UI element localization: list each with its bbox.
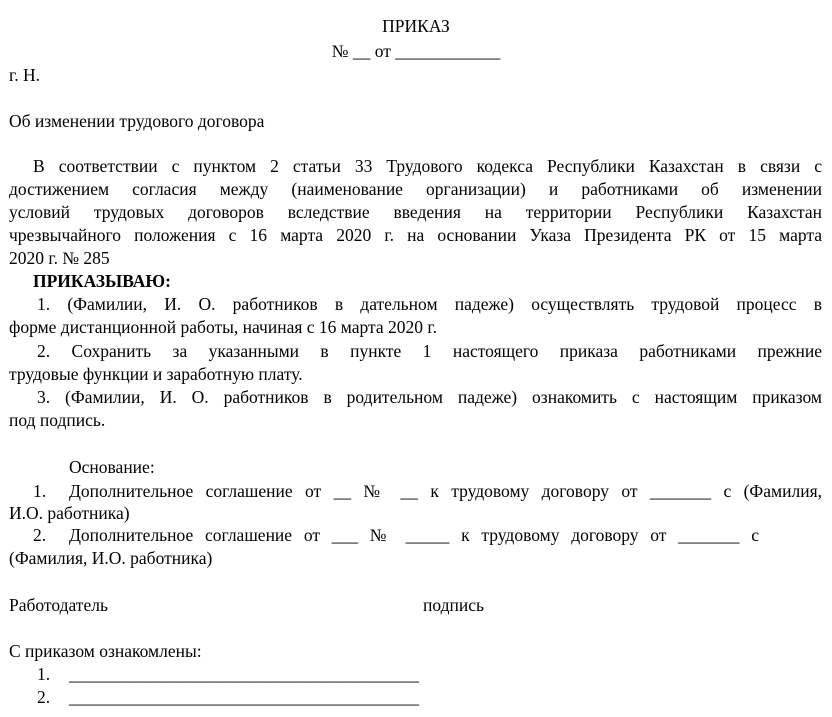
employer-label: Работодатель: [9, 595, 108, 615]
order-heading: ПРИКАЗЫВАЮ:: [33, 271, 171, 291]
order-item-rest-line: форме дистанционной работы, начиная с 16 марта 2020 г.: [9, 317, 437, 337]
basis-item-rest-line: (Фамилия, И.О. работника): [9, 548, 213, 568]
preamble-line: условий трудовых договоров вследствие введения на территории Республики Казахстан: [9, 202, 822, 222]
order-item-rest-line: трудовые функции и заработную плату.: [9, 364, 303, 384]
preamble-paragraph: [9, 155, 822, 270]
order-item: [9, 386, 822, 432]
order-item-first-line: 2. Сохранить за указанными в пункте 1 настоящего приказа работниками прежние: [37, 341, 822, 361]
basis-item-first-line: Дополнительное соглашение от ___ № _____ к трудовому договору от _______ с: [69, 525, 759, 545]
order-item-first-line: 1. (Фамилии, И. О. работников в дательном падеже) осуществлять трудовой процесс в: [37, 294, 822, 314]
acquainted-signature-blank: ________________________________________: [69, 664, 419, 684]
order-item-rest-line: под подпись.: [9, 410, 106, 430]
order-item-first-line: 3. (Фамилии, И. О. работников в родительном падеже) ознакомить с настоящим приказом: [37, 387, 822, 407]
basis-item-number: 2.: [33, 525, 47, 545]
order-item: [9, 293, 822, 339]
preamble-line: достижением согласия между (наименование организации) и работниками об изменении: [9, 179, 822, 199]
preamble-line: чрезвычайного положения с 16 марта 2020 г. на основании Указа Президента РК от 15 марта: [9, 225, 822, 245]
acquainted-heading: С приказом ознакомлены:: [9, 641, 202, 661]
preamble-line: 2020 г. № 285: [9, 248, 110, 268]
basis-item-rest-line: И.О. работника): [9, 503, 130, 523]
order-number-line: № __ от ____________: [331, 41, 501, 61]
document-title: ПРИКАЗ: [382, 16, 450, 36]
acquainted-signature-blank: ________________________________________: [69, 687, 419, 707]
basis-heading: Основание:: [69, 457, 155, 477]
order-item: [9, 340, 822, 386]
basis-item-number: 1.: [33, 481, 47, 501]
signature-label: подпись: [423, 595, 484, 615]
document-subject: Об изменении трудового договора: [9, 111, 265, 131]
basis-item-first-line: Дополнительное соглашение от __ № __ к трудовому договору от _______ с (Фамилия,: [69, 481, 822, 501]
city-label: г. Н.: [9, 65, 40, 85]
acquainted-item-number: 2.: [37, 687, 51, 707]
acquainted-item-number: 1.: [37, 664, 51, 684]
preamble-line: В соответствии с пунктом 2 статьи 33 Трудового кодекса Республики Казахстан в связи с: [33, 156, 822, 176]
